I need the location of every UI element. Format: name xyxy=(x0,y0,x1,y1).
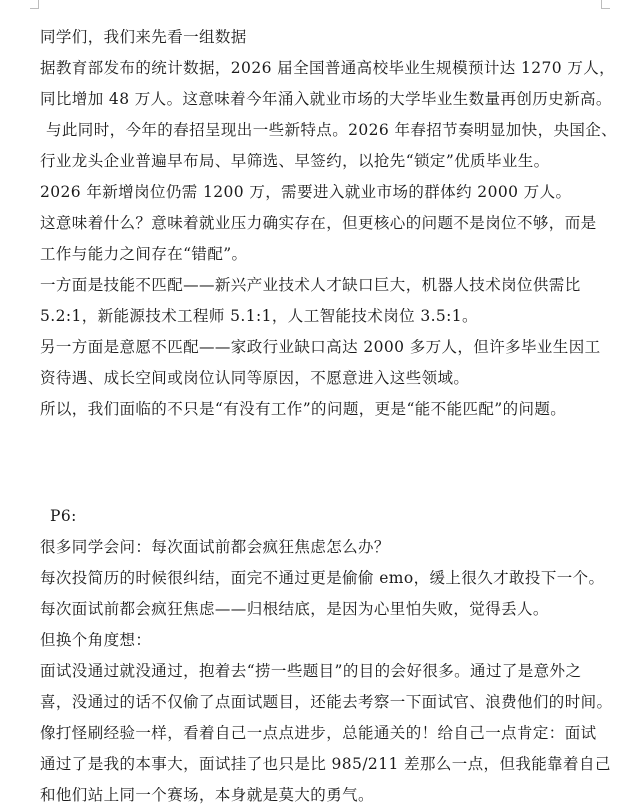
paragraph-line: 但换个角度想： xyxy=(40,631,152,649)
paragraph-line: 资待遇、成长空间或岗位认同等原因，不愿意进入这些领域。 xyxy=(40,369,470,387)
paragraph-line: 工作与能力之间存在“错配”。 xyxy=(40,245,248,263)
paragraph-line: 另一方面是意愿不匹配——家政行业缺口高达 2000 多万人，但许多毕业生因工 xyxy=(40,338,601,356)
document-body xyxy=(40,22,620,811)
paragraph-line: 喜，没通过的话不仅偷了点面试题目，还能去考察一下面试官、浪费他们的时间。 xyxy=(40,693,613,711)
paragraph-line: 同学们，我们来先看一组数据 xyxy=(40,28,247,46)
paragraph-line: 很多同学会问：每次面试前都会疯狂焦虑怎么办？ xyxy=(40,538,390,556)
page-corner-mark-left xyxy=(30,0,39,9)
paragraph-line: 行业龙头企业普遍早布局、早筛选、早签约，以抢先“锁定”优质毕业生。 xyxy=(40,152,550,170)
paragraph-line: 5.2:1，新能源技术工程师 5.1:1，人工智能技术岗位 3.5:1。 xyxy=(40,307,478,325)
section-label: P6: xyxy=(50,507,77,525)
paragraph-line: 所以，我们面临的不只是“有没有工作”的问题，更是“能不能匹配”的问题。 xyxy=(40,400,567,418)
section-data-overview xyxy=(40,22,620,425)
paragraph-line: 2026 年新增岗位仍需 1200 万，需要进入就业市场的群体约 2000 万人。 xyxy=(40,183,572,201)
paragraph-line: 每次面试前都会疯狂焦虑——归根结底，是因为心里怕失败，觉得丢人。 xyxy=(40,600,549,618)
paragraph-line: 面试没通过就没通过，抱着去“捞一些题目”的目的会好很多。通过了是意外之 xyxy=(40,662,582,680)
paragraph-line: 一方面是技能不匹配——新兴产业技术人才缺口巨大，机器人技术岗位供需比 xyxy=(40,276,581,294)
paragraph-line: 通过了是我的本事大，面试挂了也只是比 985/211 差那么一点，但我能靠着自己 xyxy=(40,755,611,773)
paragraph-line: 同比增加 48 万人。这意味着今年涌入就业市场的大学毕业生数量再创历史新高。 xyxy=(40,90,612,108)
paragraph-line: 像打怪刷经验一样，看着自己一点点进步，总能通关的！给自己一点肯定：面试 xyxy=(40,724,597,742)
paragraph-line: 和他们站上同一个赛场，本身就是莫大的勇气。 xyxy=(40,786,374,804)
page-corner-mark-right xyxy=(601,0,610,9)
paragraph-line: 与此同时，今年的春招呈现出一些新特点。2026 年春招节奏明显加快，央国企、 xyxy=(46,121,618,139)
paragraph-line: 每次投简历的时候很纠结，面完不通过更是偷偷 emo，缓上很久才敢投下一个。 xyxy=(40,569,605,587)
section-spacer xyxy=(40,425,620,501)
section-interview-anxiety xyxy=(40,501,620,811)
paragraph-line: 据教育部发布的统计数据，2026 届全国普通高校毕业生规模预计达 1270 万人， xyxy=(40,59,616,77)
paragraph-line: 这意味着什么？意味着就业压力确实存在，但更核心的问题不是岗位不够，而是 xyxy=(40,214,597,232)
